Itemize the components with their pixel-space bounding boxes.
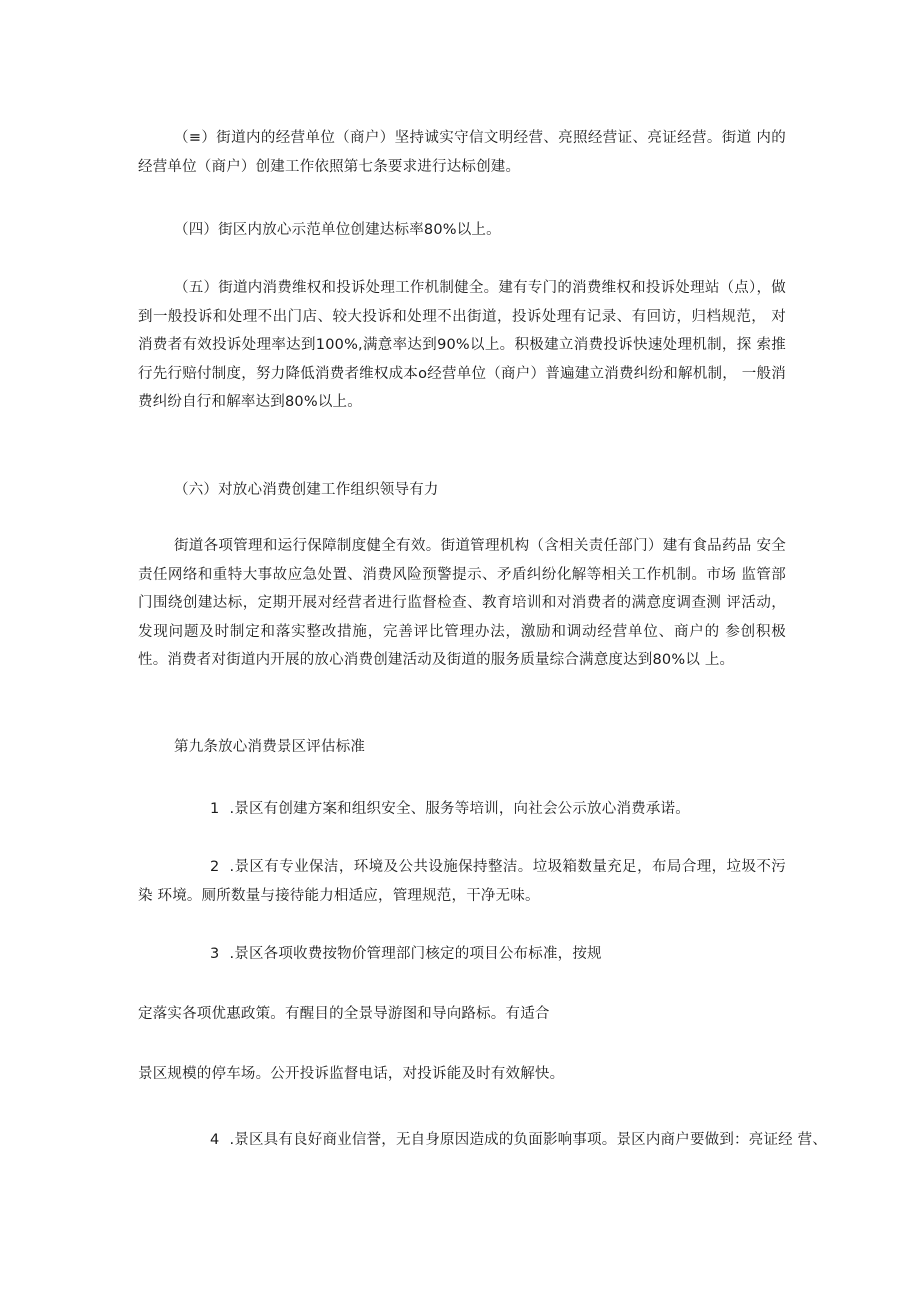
list-item-2 [138, 853, 786, 910]
paragraph-item-6-heading: （六）对放心消费创建工作组织领导有力 [174, 482, 439, 498]
list-item-number: 1 [210, 801, 220, 817]
list-item-text: .景区有创建方案和组织安全、服务等培训，向社会公示放心消费承诺。 [229, 801, 690, 817]
list-item-number: 2 [210, 859, 220, 875]
list-item-number: 4 [210, 1132, 220, 1148]
list-item-3-continued-2: 景区规模的停车场。公开投诉监督电话，对投诉能及时有效解快。 [138, 1066, 565, 1082]
list-item-3 [138, 940, 786, 969]
list-item-1 [138, 795, 786, 824]
list-item-text: .景区各项收费按物价管理部门核定的项目公布标准，按规 [229, 946, 602, 962]
list-item-text: .景区有专业保洁，环境及公共设施保持整洁。垃圾箱数量充足，布局合理，垃圾不污染 环境。厕所数量与接待能力相适应，管理规范，干净无味。 [138, 859, 786, 904]
paragraph-item-5: （五）街道内消费维权和投诉处理工作机制健全。建有专门的消费维权和投诉处理站（点），做到一般投诉和处理不出门店、较大投诉和处理不出街道，投诉处理有记录、有回访，归档规范， 对消费者有效投诉处理率达到100%,满意率达到90%以上。积极建立消费投诉快速处理机制，探 索推行先行赔付制度，努力降低消费者维权成本o经营单位（商户）普遍建立消费纠纷和解机制， 一般消费纠纷自行和解率达到80%以上。 [138, 280, 786, 411]
list-item-number: 3 [210, 946, 220, 962]
list-item-4 [138, 1126, 828, 1155]
article-9-heading: 第九条放心消费景区评估标准 [174, 739, 366, 755]
paragraph-item-3: （≡）街道内的经营单位（商户）坚持诚实守信文明经营、亮照经营证、亮证经营。街道 内的经营单位（商户）创建工作依照第七条要求进行达标创建。 [138, 130, 786, 175]
list-item-3-continued: 定落实各项优惠政策。有醒目的全景导游图和导向路标。有适合 [138, 1006, 550, 1022]
paragraph-item-4: （四）街区内放心示范单位创建达标率80%以上。 [174, 222, 501, 238]
list-item-text: .景区具有良好商业信誉，无自身原因造成的负面影响事项。景区内商户要做到：亮证经 营、 [229, 1132, 828, 1148]
paragraph-organization: 街道各项管理和运行保障制度健全有效。街道管理机构（含相关责任部门）建有食品药品 安全责任网络和重特大事故应急处置、消费风险预警提示、矛盾纠纷化解等相关工作机制。市场 监管部门围绕创建达标，定期开展对经营者进行监督检查、教育培训和对消费者的满意度调查测 评活动，发现问题及时制定和落实整改措施，完善评比管理办法，激励和调动经营单位、商户的 参创积极性。消费者对街道内开展的放心消费创建活动及街道的服务质量综合满意度达到80%以 上。 [138, 538, 786, 669]
